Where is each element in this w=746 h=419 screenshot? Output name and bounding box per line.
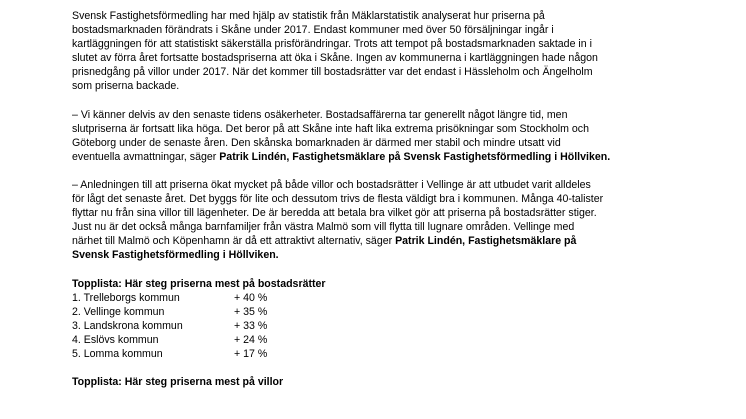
quote-paragraph-1	[72, 108, 672, 164]
price-change: + 35 %	[234, 305, 268, 318]
document-page	[72, 9, 672, 389]
toplist-bostadsratter	[72, 291, 672, 361]
quote-paragraph-2	[72, 178, 672, 263]
text-line: eventuella avmattningar, säger	[72, 150, 220, 163]
list-item	[72, 319, 672, 333]
text-line: slutet av förra året fortsatte bostadspriserna att öka i Skåne. Ingen av kommunerna i kartläggningen hade någon	[72, 52, 598, 65]
speaker-attribution: Patrik Lindén, Fastighetsmäklare på	[395, 235, 577, 248]
price-change: + 17 %	[234, 347, 268, 360]
text-line: Just nu är det också många barnfamiljer från västra Malmö som vill flytta till lugnare områden. Vellinge med	[72, 221, 575, 234]
text-line: – Anledningen till att priserna ökat mycket på både villor och bostadsrätter i Vellinge är att utbudet varit alldeles	[72, 178, 591, 191]
text-line: – Vi känner delvis av den senaste tidens osäkerheter. Bostadsaffärerna tar generellt något längre tid, men	[72, 108, 568, 121]
text-line: som priserna backade.	[72, 80, 180, 93]
price-change: + 40 %	[234, 291, 268, 304]
municipality-name: 3. Landskrona kommun	[72, 319, 183, 332]
list-item	[72, 333, 672, 347]
toplist-villor-title: Topplista: Här steg priserna mest på villor	[72, 376, 284, 389]
speaker-attribution: Patrik Lindén, Fastighetsmäklare på Svensk Fastighetsförmedling i Höllviken.	[219, 150, 611, 163]
text-line: kartläggningen för att statistiskt säkerställa prisförändringar. Trots att tempot på bostadsmarknaden saktade in i	[72, 38, 592, 51]
text-line: slutpriserna är fortsatt lika höga. Det beror på att Skåne inte haft lika extrema prisökningar som Stockholm och	[72, 122, 589, 135]
text-line: Svensk Fastighetsförmedling har med hjälp av statistik från Mäklarstatistik analyserat hur priserna på	[72, 10, 545, 22]
municipality-name: 5. Lomma kommun	[72, 347, 163, 360]
municipality-name: 1. Trelleborgs kommun	[72, 291, 180, 304]
text-line: Göteborg under de senaste åren. Den skånska bomarknaden är därmed mer stabil och mindre utsatt vid	[72, 136, 561, 149]
list-item	[72, 305, 672, 319]
toplist-bostadsratter-title: Topplista: Här steg priserna mest på bostadsrätter	[72, 277, 326, 290]
list-item	[72, 347, 672, 361]
text-line: prisnedgång på villor under 2017. När det kommer till bostadsrätter var det endast i Hässleholm och Ängelholm	[72, 66, 593, 79]
municipality-name: 2. Vellinge kommun	[72, 305, 165, 318]
text-line: flyttar nu från sina villor till lägenheter. De är beredda att betala bra vilket gör att priserna på bostadsrätter stiger.	[72, 207, 597, 220]
intro-paragraph	[72, 9, 672, 94]
text-line: bostadsmarknaden förändrats i Skåne under 2017. Endast kommuner med över 50 försäljningar ingår i	[72, 24, 554, 37]
speaker-attribution-continued: Svensk Fastighetsförmedling i Höllviken.	[72, 249, 279, 262]
price-change: + 24 %	[234, 333, 268, 346]
text-line: närhet till Malmö och Köpenhamn är då ett attraktivt alternativ, säger	[72, 235, 396, 248]
list-item	[72, 291, 672, 305]
text-line: för lågt det senaste året. Det byggs för lite och dessutom trivs de flesta väldigt bra i kommunen. Många 40-talister	[72, 193, 604, 206]
price-change: + 33 %	[234, 319, 268, 332]
municipality-name: 4. Eslövs kommun	[72, 333, 159, 346]
